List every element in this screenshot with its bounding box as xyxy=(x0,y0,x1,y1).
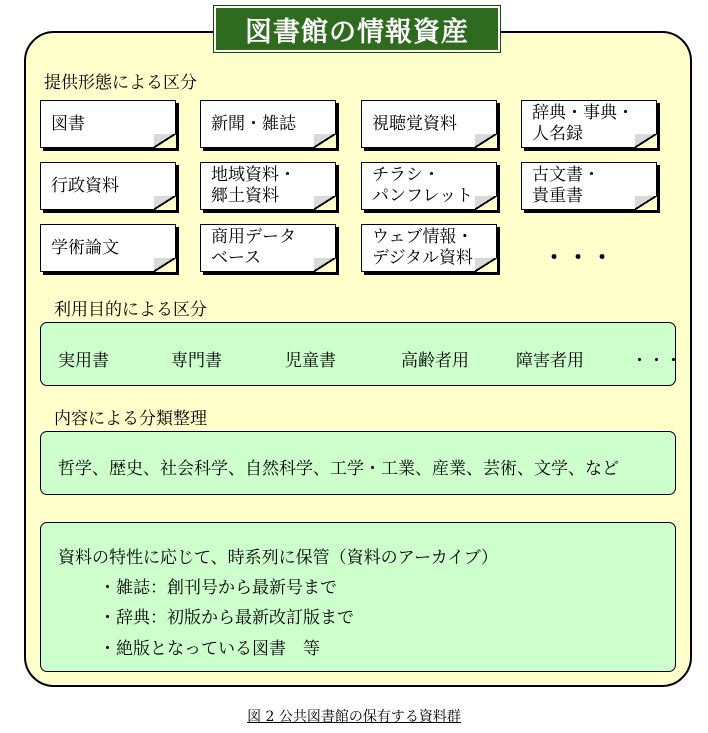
archive-box xyxy=(40,522,676,672)
diagram-title: 図書館の情報資産 xyxy=(214,6,500,52)
purpose-section-label: 利用目的による区分 xyxy=(54,300,207,320)
purpose-item: 高齢者用 xyxy=(401,351,469,371)
format-card-label: 地域資料・ 郷土資料 xyxy=(211,165,296,206)
caption-text: 図 2 公共図書館の保有する資料群 xyxy=(247,709,461,725)
purpose-item: 障害者用 xyxy=(516,351,584,371)
format-card xyxy=(521,162,657,210)
format-card-label: 商用データ ベース xyxy=(211,227,296,268)
format-card xyxy=(200,100,336,148)
format-card-label: ウェブ情報・ デジタル資料 xyxy=(372,227,474,268)
format-card xyxy=(40,162,176,210)
classification-list: 哲学、歴史、社会科学、自然科学、工学・工業、産業、芸術、文学、など xyxy=(58,459,619,479)
format-card xyxy=(361,224,497,272)
format-card xyxy=(361,100,497,148)
format-card-label: チラシ・ パンフレット xyxy=(372,165,474,206)
format-card-label: 辞典・事典・ 人名録 xyxy=(532,103,634,144)
archive-bullet: ・絶版となっている図書 等 xyxy=(99,639,320,659)
format-section-label: 提供形態による区分 xyxy=(44,73,197,93)
format-card-label: 視聴覚資料 xyxy=(372,113,457,134)
purpose-item: 児童書 xyxy=(285,351,336,371)
figure-caption xyxy=(0,706,708,726)
format-card xyxy=(200,162,336,210)
archive-bullet: ・雑誌：創刊号から最新号まで xyxy=(99,578,337,598)
format-card xyxy=(40,224,176,272)
format-card-label: 古文書・ 貴重書 xyxy=(532,165,600,206)
archive-bullet: ・辞典：初版から最新改訂版まで xyxy=(99,608,354,628)
content-section-label: 内容による分類整理 xyxy=(54,409,207,429)
format-card-label: 行政資料 xyxy=(51,175,119,196)
format-more: ・・・ xyxy=(543,246,616,271)
archive-heading: 資料の特性に応じて、時系列に保管（資料のアーカイブ） xyxy=(58,548,498,568)
format-card xyxy=(521,100,657,148)
purpose-box xyxy=(40,322,682,386)
purpose-item: 専門書 xyxy=(171,351,222,371)
format-card-label: 学術論文 xyxy=(51,237,119,258)
format-card xyxy=(200,224,336,272)
format-card-label: 新聞・雑誌 xyxy=(211,113,296,134)
format-card xyxy=(40,100,176,148)
format-card xyxy=(361,162,497,210)
format-card-label: 図書 xyxy=(51,113,85,134)
content-box xyxy=(40,431,676,495)
purpose-item: 実用書 xyxy=(58,351,109,371)
purpose-item: ・・・ xyxy=(631,351,682,371)
